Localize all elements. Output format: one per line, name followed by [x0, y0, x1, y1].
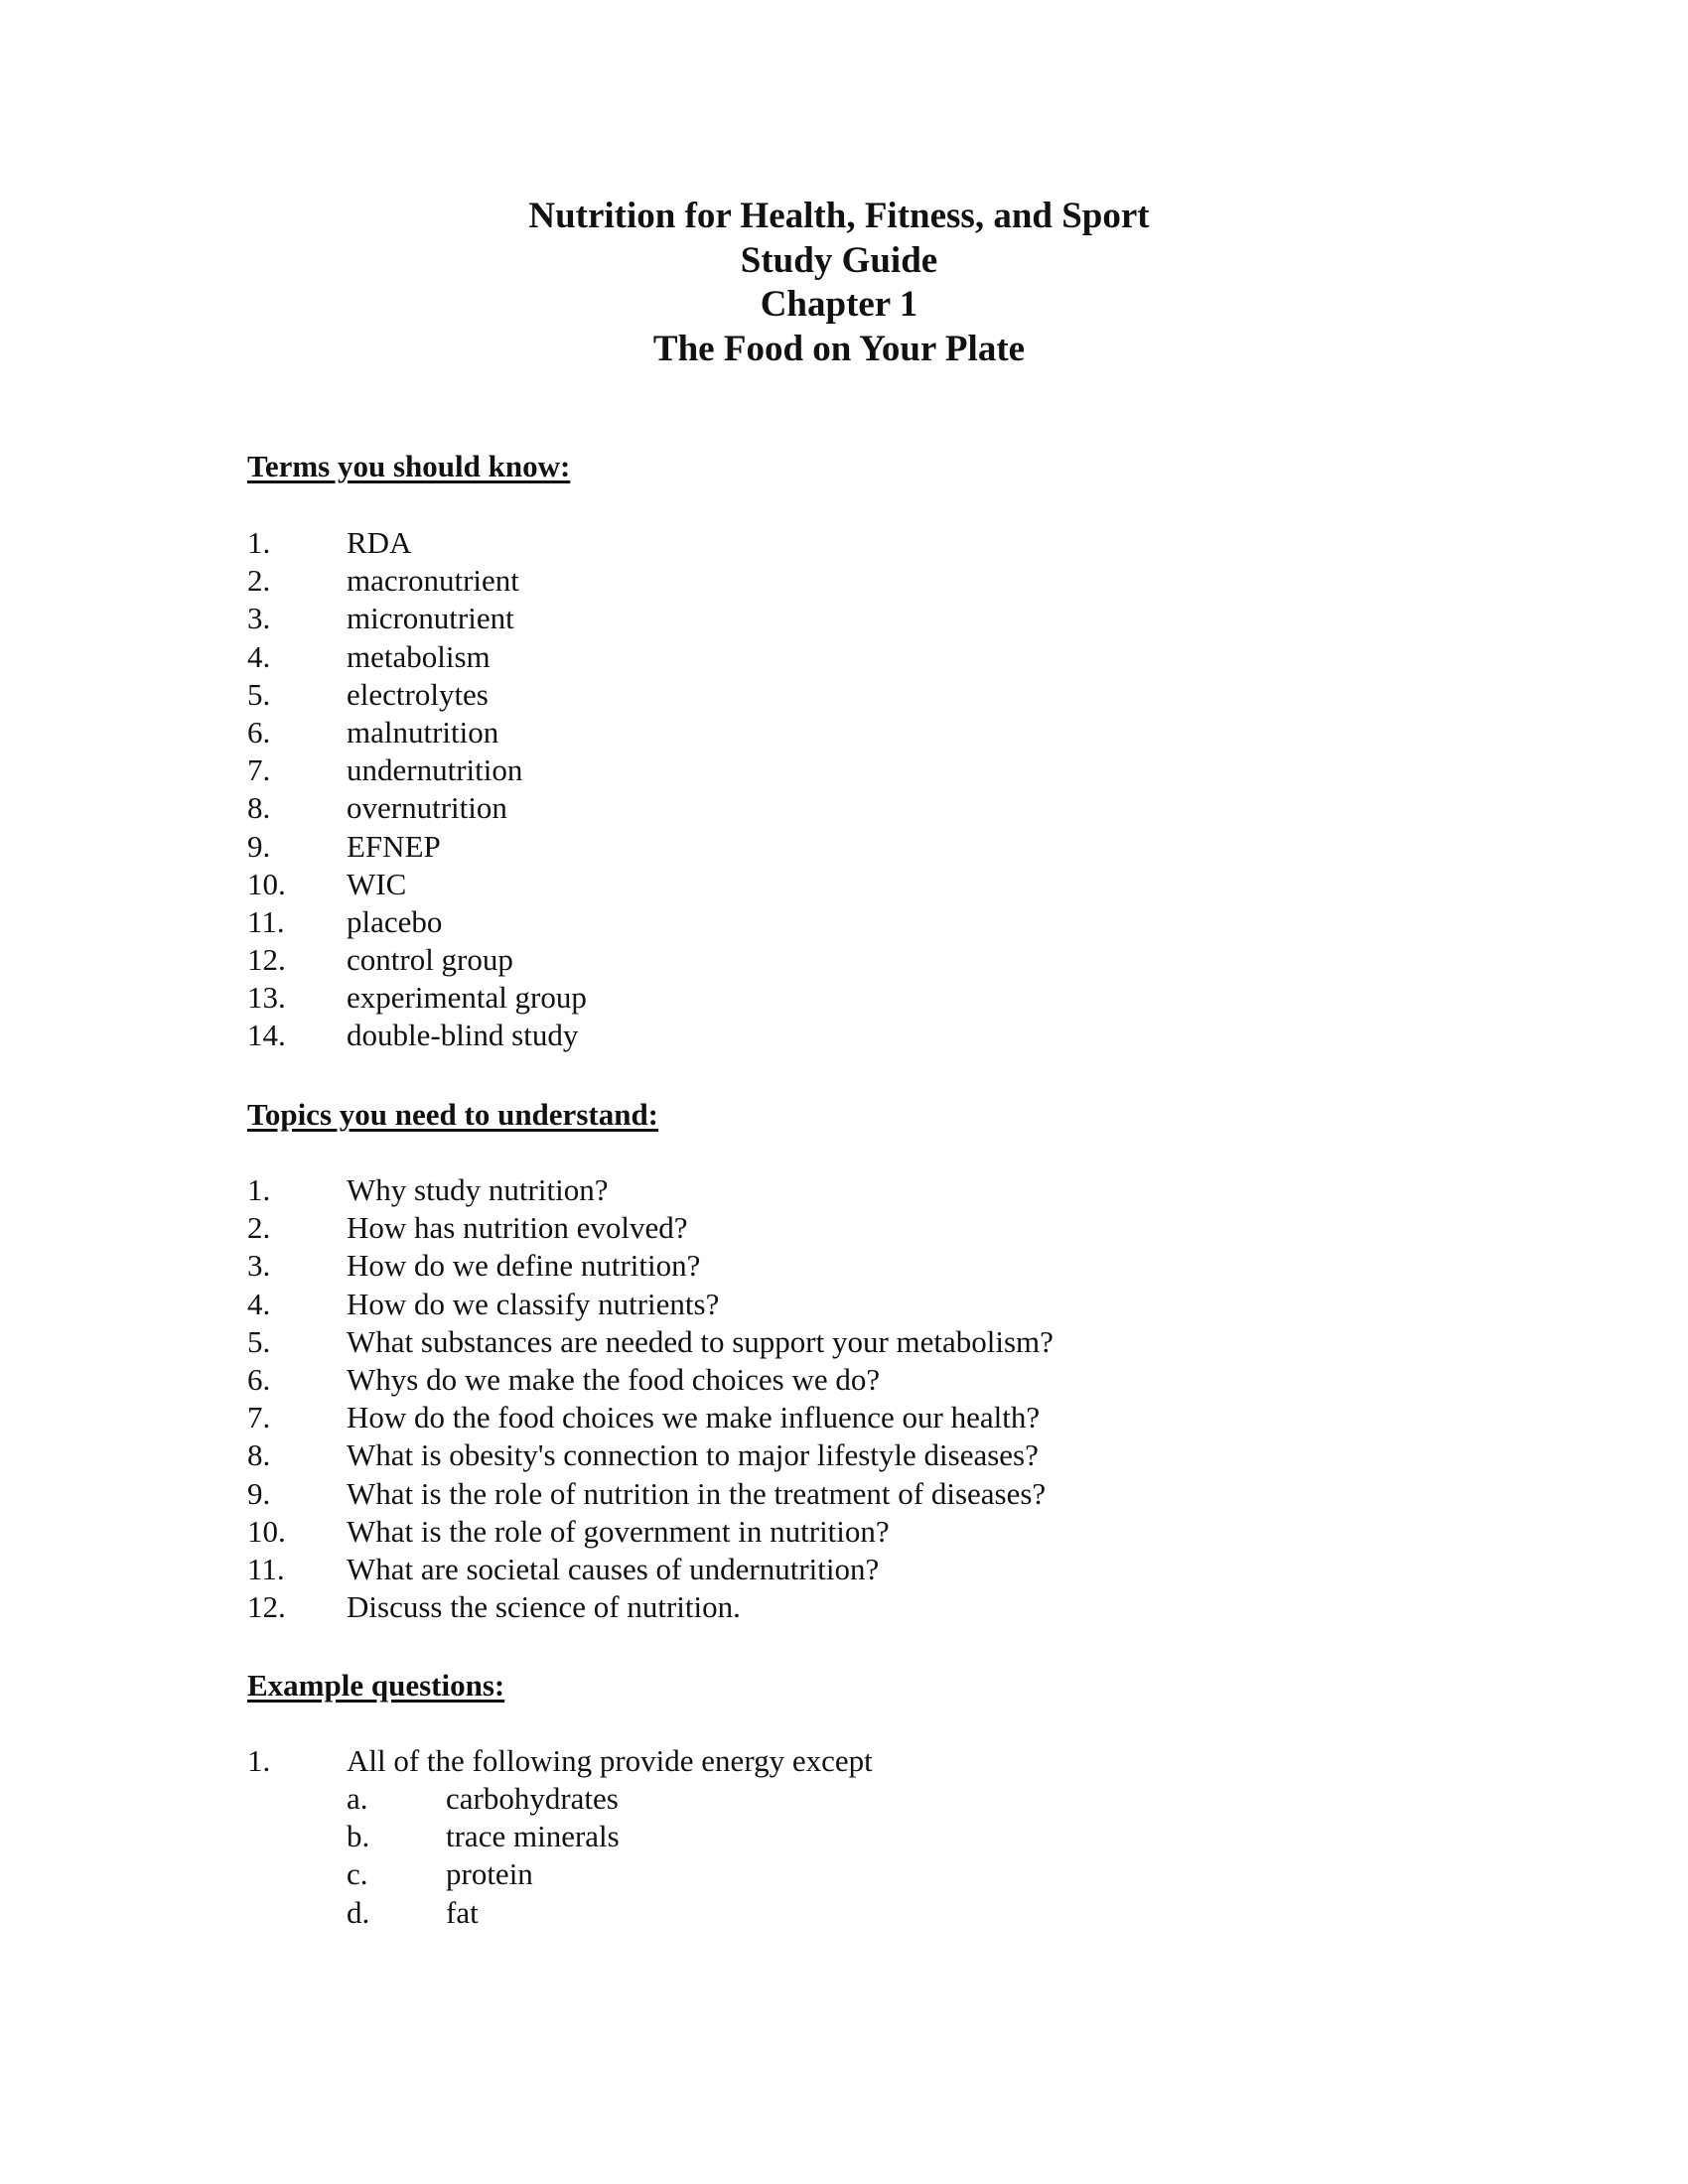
topic-number: 6.	[247, 1361, 271, 1397]
topic-number: 5.	[247, 1323, 271, 1359]
term-text: experimental group	[347, 980, 587, 1016]
term-text: WIC	[347, 866, 407, 901]
question-text: All of the following provide energy except	[347, 1743, 873, 1778]
title-chapter: Chapter 1	[760, 284, 918, 325]
term-text: overnutrition	[347, 790, 507, 826]
term-text: EFNEP	[347, 828, 441, 864]
terms-heading: Terms you should know:	[247, 449, 571, 483]
term-number: 6.	[247, 714, 271, 750]
term-number: 10.	[247, 866, 286, 901]
topic-number: 10.	[247, 1513, 286, 1549]
topic-number: 8.	[247, 1437, 271, 1473]
topic-text: What substances are needed to support your metabolism?	[347, 1323, 1054, 1359]
topic-text: What is the role of government in nutrition?	[347, 1513, 890, 1549]
topic-text: What are societal causes of undernutrition?	[347, 1551, 880, 1586]
term-text: metabolism	[347, 638, 491, 674]
document-title	[0, 195, 1688, 371]
term-text: placebo	[347, 903, 443, 939]
question-item	[247, 1742, 1141, 1780]
topic-number: 7.	[247, 1400, 271, 1435]
topic-text: How do the food choices we make influence our health?	[347, 1400, 1041, 1435]
topics-heading: Topics you need to understand:	[247, 1097, 659, 1132]
topic-number: 1.	[247, 1172, 271, 1207]
topic-number: 9.	[247, 1475, 271, 1511]
term-text: malnutrition	[347, 714, 499, 750]
topic-text: How do we classify nutrients?	[347, 1286, 720, 1321]
term-number: 7.	[247, 752, 271, 788]
topic-number: 11.	[247, 1551, 285, 1586]
term-text: macronutrient	[347, 563, 519, 599]
term-text: control group	[347, 942, 513, 978]
term-number: 14.	[247, 1018, 286, 1053]
term-text: electrolytes	[347, 676, 489, 712]
topic-text: What is obesity's connection to major lifestyle diseases?	[347, 1437, 1039, 1473]
topic-number: 2.	[247, 1210, 271, 1246]
term-number: 8.	[247, 790, 271, 826]
term-text: micronutrient	[347, 601, 514, 636]
option-text: fat	[446, 1894, 479, 1930]
topic-number: 12.	[247, 1589, 286, 1625]
option-text: protein	[446, 1856, 533, 1892]
title-study-guide: Study Guide	[740, 239, 938, 281]
term-text: undernutrition	[347, 752, 523, 788]
term-number: 5.	[247, 676, 271, 712]
term-text: double-blind study	[347, 1018, 579, 1053]
topic-text: Why study nutrition?	[347, 1172, 609, 1207]
option-letter: c.	[347, 1856, 368, 1892]
topic-text: Discuss the science of nutrition.	[347, 1589, 741, 1625]
topic-text: Whys do we make the food choices we do?	[347, 1361, 881, 1397]
term-number: 1.	[247, 525, 271, 560]
examples-heading: Example questions:	[247, 1668, 505, 1703]
term-number: 4.	[247, 638, 271, 674]
term-text: RDA	[347, 525, 412, 560]
term-number: 3.	[247, 601, 271, 636]
option-text: carbohydrates	[446, 1781, 619, 1816]
topic-text: How do we define nutrition?	[347, 1248, 701, 1284]
term-number: 9.	[247, 828, 271, 864]
title-course: Nutrition for Health, Fitness, and Sport	[528, 196, 1150, 236]
topic-number: 3.	[247, 1248, 271, 1284]
term-number: 2.	[247, 563, 271, 599]
question-number: 1.	[247, 1743, 271, 1778]
option-letter: d.	[347, 1894, 370, 1930]
option-letter: b.	[347, 1819, 370, 1854]
topic-text: How has nutrition evolved?	[347, 1210, 688, 1246]
option-letter: a.	[347, 1781, 368, 1816]
topic-number: 4.	[247, 1286, 271, 1321]
title-chapter-name: The Food on Your Plate	[652, 328, 1026, 369]
term-number: 12.	[247, 942, 286, 978]
topic-text: What is the role of nutrition in the treatment of diseases?	[347, 1475, 1047, 1511]
term-number: 11.	[247, 903, 285, 939]
option-text: trace minerals	[446, 1819, 620, 1854]
term-number: 13.	[247, 980, 286, 1016]
